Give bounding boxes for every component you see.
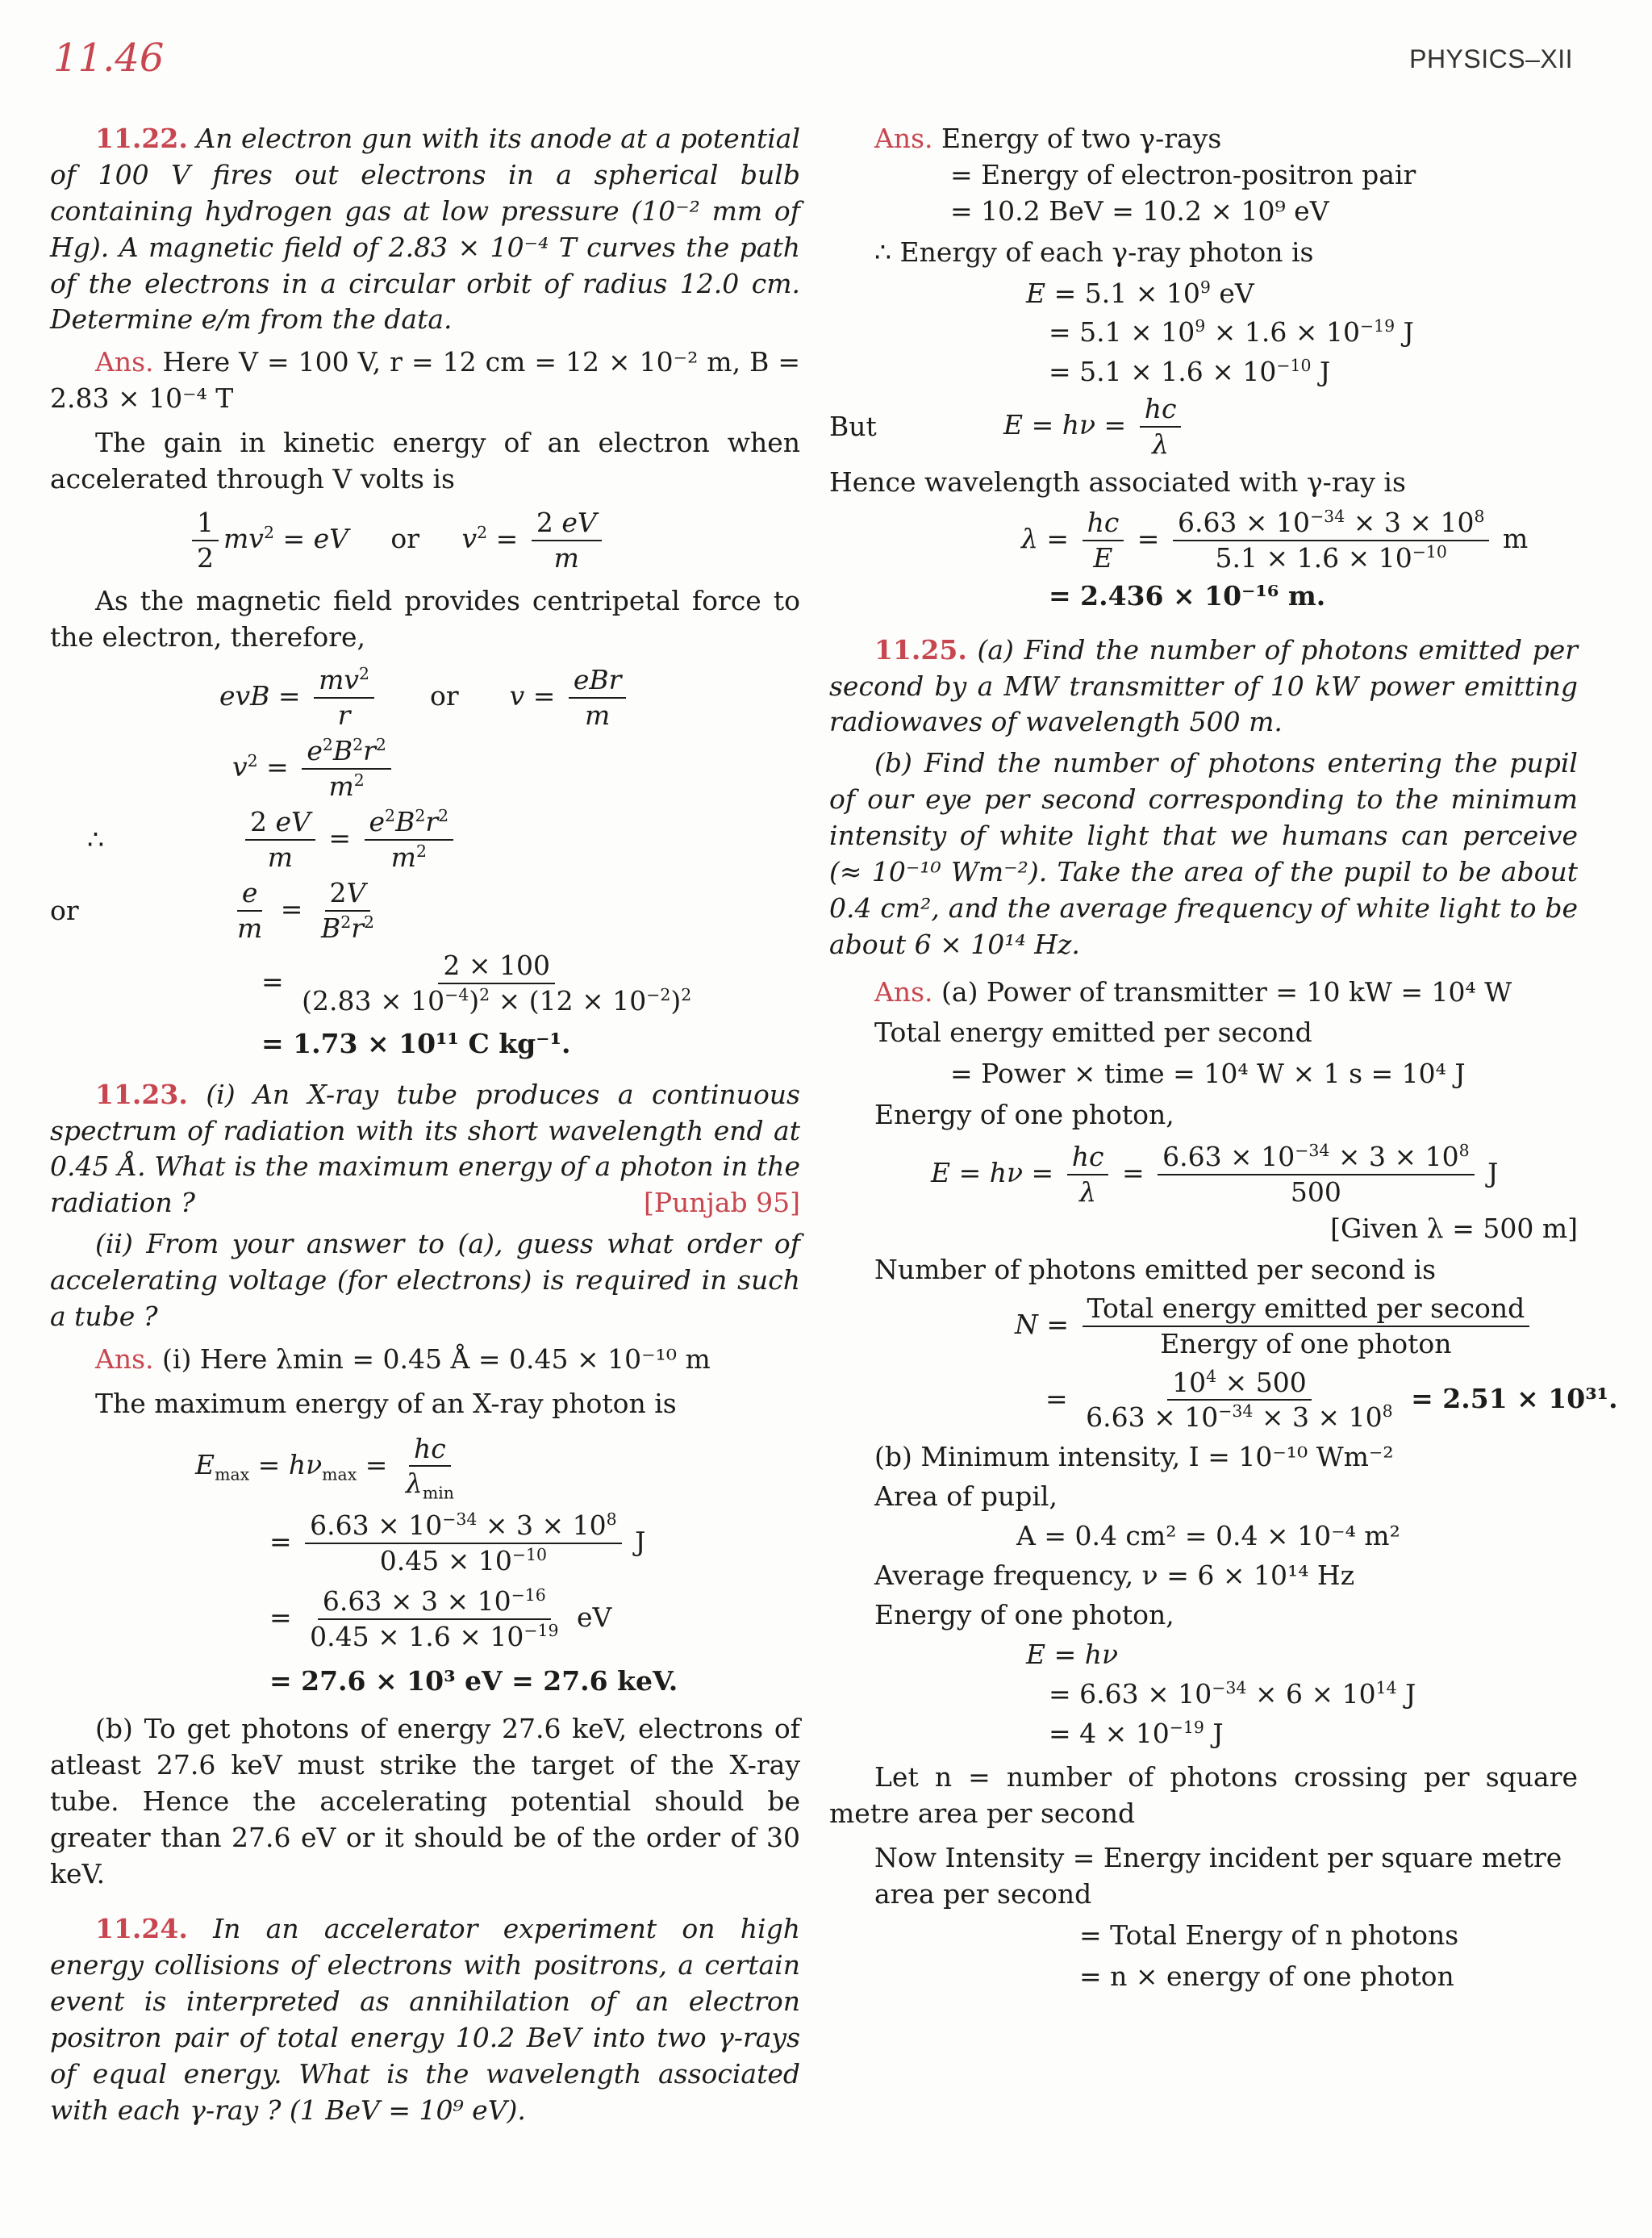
question-text: An electron gun with its anode at a potential of 100 V fires out electrons in a spherical bulb containing hydrogen gas at low pressure (10⁻² mm of Hg). A magnetic field of 2.83 × 10⁻⁴ T curves the path of the electrons in a circular orbit of radius 12.0 cm. Determine e/m from the data.	[50, 123, 800, 336]
equation-kinetic: $\frac{1}{2}$ $mv^2$ = eV or $v^2$ = $\frac{2 eV}{m}$	[187, 507, 800, 574]
answer-11-24	[874, 121, 1578, 157]
result-n: = 2.51 × 10³¹.	[1411, 1382, 1618, 1414]
label-energy-photon: Energy of one photon,	[874, 1598, 1174, 1630]
n-numerator: Total energy emitted per second	[1083, 1293, 1530, 1327]
answer-label: Ans.	[874, 975, 933, 1008]
paragraph-centripetal: As the magnetic field provides centripetal force to the electron, therefore,	[50, 584, 800, 653]
equation-therefore: ∴ $\frac{2 eV}{m}$ = $\frac{e^2B^2r^2}{m^2}$	[50, 807, 800, 873]
question-text-b: (b) Find the number of photons entering the pupil of our eye per second corresponding to the minimum intensity of white light that we humans can perceive (≈ 10⁻¹⁰ Wm⁻²). Take the area of the pupil to be about 0.4 cm², and the average frequency of white light to be about 6 × 10¹⁴ Hz.	[829, 747, 1578, 960]
question-number: 11.24.	[95, 1913, 188, 1945]
answer-lambda-min: (i) Here λmin = 0.45 Å = 0.45 × 10⁻¹⁰ m	[162, 1342, 711, 1375]
question-text-i: (i) An X-ray tube produces a continuous spectrum of radiation with its short wavelength end at 0.45 Å. What is the maximum energy of a photon in the radiation ?	[50, 1078, 800, 1219]
given-lambda: [Given λ = 500 m]	[1330, 1212, 1578, 1244]
equation-n: N = $\frac{\text{Total energy emitted per second}}{\text{Energy of one photon}}$	[1015, 1293, 1578, 1359]
running-title: PHYSICS–XII	[1409, 44, 1573, 73]
equation-n-value: = $\frac{10^4 \times 500}{6.63 \times 10^{-34} \times 3 \times 10^8}$ = 2.51 × 10³¹.	[1045, 1366, 1618, 1434]
answer-power: (a) Power of transmitter = 10 kW = 10⁴ W	[941, 975, 1512, 1008]
question-text-a: (a) Find the number of photons emitted per second by a MW transmitter of 10 kW power emitting radiowaves of wavelength 500 m.	[829, 633, 1579, 738]
paragraph-frequency: Average frequency, ν = 6 × 10¹⁴ Hz	[874, 1560, 1355, 1591]
left-column	[50, 121, 800, 2129]
question-number: 11.22.	[95, 123, 188, 154]
paragraph-min-intensity: (b) Minimum intensity, I = 10⁻¹⁰ Wm⁻²	[874, 1441, 1394, 1473]
question-11-22	[50, 121, 800, 338]
paragraph-hence: Hence wavelength associated with γ-ray is	[829, 466, 1406, 498]
result-emax: = 27.6 × 10³ eV = 27.6 keV.	[269, 1665, 678, 1697]
answer-line: = 10.2 BeV = 10.2 × 10⁹ eV	[950, 194, 1329, 227]
paragraph-total-energy: Total energy emitted per second	[874, 1017, 1312, 1049]
equation-e-ev: $E = 5.1 \times 10^9$ eV	[1026, 277, 1254, 309]
source-tag: [Punjab 95]	[644, 1187, 800, 1219]
equation-lambda: λ = $\frac{hc}{E}$ = $\frac{6.63 \times 10^{-34} \times 3 \times 10^8}{5.1 \times 1.6 \times 10^{-10}}$ m	[1021, 506, 1529, 574]
question-11-25	[829, 633, 1578, 741]
equation-total-n: = Total Energy of n photons	[1079, 1919, 1459, 1951]
given-values: Here V = 100 V, r = 12 cm = 12 × 10⁻² m, B = 2.83 × 10⁻⁴ T	[50, 346, 800, 415]
equation-e-product: = $6.63 \times 10^{-34} \times 6 \times 10^{14}$ J	[1049, 1677, 1416, 1710]
right-column	[829, 121, 1618, 1995]
question-text: In an accelerator experiment on high energy collisions of electrons with positrons, a certain event is interpreted as annihilation of an electron positron pair of total energy 10.2 BeV into two γ-rays of equal energy. What is the wavelength associated with each γ-ray ? (1 BeV = 10⁹ eV).	[50, 1913, 800, 2126]
answer-given	[50, 1342, 800, 1378]
answer-label: Ans.	[95, 1342, 154, 1375]
equation-e-simplified: = $5.1 \times 1.6 \times 10^{-10}$ J	[1049, 356, 1331, 388]
paragraph-energy-photon: Energy of one photon,	[874, 1099, 1174, 1131]
equation-e-over-m: or $\frac{e}{m}$ = $\frac{2V}{B^2r^2}$	[50, 877, 375, 944]
question-number: 11.25.	[874, 633, 967, 666]
label-area-pupil: Area of pupil,	[874, 1480, 1058, 1513]
equation-emax-joule: = $\frac{6.63 \times 10^{-34} \times 3 \times 10^8}{0.45 \times 10^{-10}}$ J	[269, 1509, 646, 1577]
page-number: 11.46	[53, 35, 165, 81]
paragraph-number-photons: Number of photons emitted per second is	[874, 1253, 1437, 1285]
equation-substitution: = $\frac{2 \times 100}{(2.83 \times 10^{-4})^2 \times (12 \times 10^{-2})^2}$	[261, 949, 692, 1017]
question-11-23	[50, 1077, 800, 1222]
equation-force: evB = $\frac{mv^2}{r}$ or v = $\frac{\text{eBr}}{m}$	[219, 665, 800, 731]
question-number: 11.23.	[95, 1078, 188, 1110]
answer-line: = Energy of electron-positron pair	[950, 158, 1416, 190]
equation-e-hnu: E = hν	[1026, 1638, 1119, 1670]
answer-label: Ans.	[95, 346, 154, 378]
equation-but: But E = hν = $\frac{hc}{\lambda}$	[829, 394, 1578, 460]
equation-emax: $E_{max} = h\nu_{max}$ = $\frac{hc}{\lambda_{min}}$	[195, 1432, 454, 1504]
question-11-24	[50, 1911, 800, 2128]
equation-emax-ev: = $\frac{6.63 \times 3 \times 10^{-16}}{0.45 \times 1.6 \times 10^{-19}}$ eV	[269, 1585, 612, 1653]
paragraph-each-photon: ∴ Energy of each γ-ray photon is	[874, 236, 1314, 268]
label-but: But	[829, 410, 877, 442]
paragraph-kinetic-energy: The gain in kinetic energy of an electron when accelerated through V volts is	[50, 427, 800, 495]
answer-label: Ans.	[874, 123, 933, 154]
equation-e-value: = $4 \times 10^{-19}$ J	[1049, 1717, 1224, 1749]
n-denominator: Energy of one photon	[1160, 1327, 1452, 1359]
answer-11-25	[874, 975, 1578, 1011]
equation-power-time: = Power × time = 10⁴ W × 1 s = 10⁴ J	[950, 1058, 1466, 1090]
question-text-ii: (ii) From your answer to (a), guess what order of accelerating voltage (for electrons) is required in such a tube ?	[50, 1228, 800, 1332]
paragraph-accelerating-potential: (b) To get photons of energy 27.6 keV, electrons of atleast 27.6 keV must strike the target of the X-ray tube. Hence the accelerating potential should be greater than 27.6 eV or it should be of the order of 30 keV.	[50, 1713, 800, 1889]
equation-photon-energy: E = hν = $\frac{hc}{\lambda}$ = $\frac{6.63 \times 10^{-34} \times 3 \times 10^8}{500}$ J	[931, 1141, 1499, 1208]
answer-given	[50, 344, 800, 417]
equation-v-squared: $v^2$ = $\frac{e^2B^2r^2}{m^2}$	[232, 736, 800, 802]
equation-n-energy: = n × energy of one photon	[1079, 1960, 1454, 1992]
answer-line: Energy of two γ-rays	[941, 123, 1222, 154]
result-e-over-m: = 1.73 × 10¹¹ C kg⁻¹.	[261, 1027, 571, 1059]
paragraph-max-energy: The maximum energy of an X-ray photon is	[95, 1387, 677, 1419]
equation-e-joule: = $5.1 \times 10^9 \times 1.6 \times 10^{-19}$ J	[1049, 316, 1414, 349]
paragraph-intensity-definition: Now Intensity = Energy incident per square metre area per second	[874, 1842, 1562, 1910]
paragraph-let-n: Let n = number of photons crossing per square metre area per second	[829, 1761, 1578, 1830]
result-lambda: = 2.436 × 10⁻¹⁶ m.	[1049, 579, 1326, 612]
equation-area: A = 0.4 cm² = 0.4 × 10⁻⁴ m²	[1016, 1520, 1400, 1552]
